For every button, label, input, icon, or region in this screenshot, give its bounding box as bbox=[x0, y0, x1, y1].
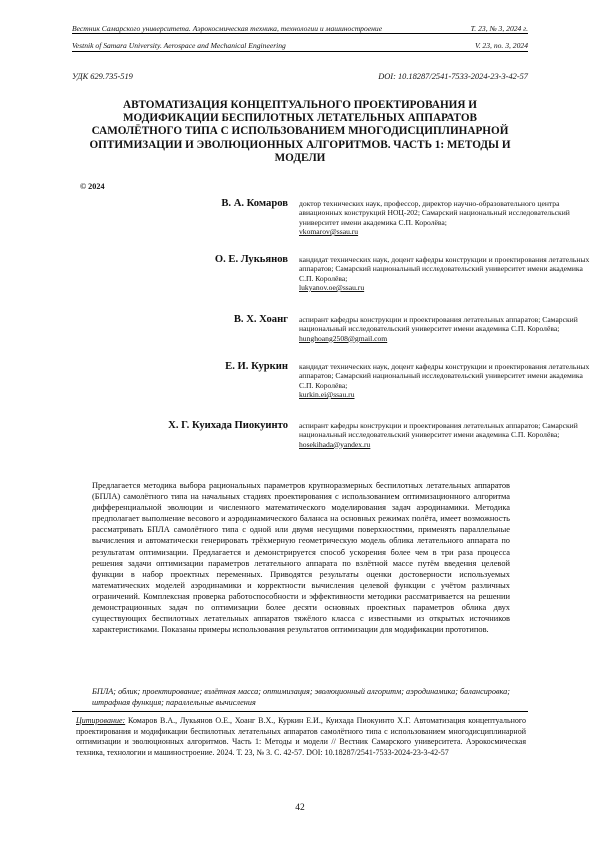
page-number: 42 bbox=[295, 803, 305, 813]
citation bbox=[76, 716, 526, 758]
copyright: © 2024 bbox=[80, 182, 105, 191]
citation-text: Комаров В.А., Лукьянов О.Е., Хоанг В.Х., Куркин Е.И., Куихада Пиокуинто Х.Г. Автоматизация концептуального проектирования и модификации беспилотных летательных аппаратов самолётного типа с использованием многодисциплинарной оптимизации и эволюционных алгоритмов. Часть 1: Методы и модели // Вестник Самарского университета. Аэрокосмическая техника, технологии и машиностроение. 2024. Т. 23, № 3. С. 42-57. DOI: 10.18287/2541-7533-2024-23-3-42-57 bbox=[76, 716, 526, 757]
udk-code: УДК 629.735-519 bbox=[72, 72, 133, 81]
author-email[interactable]: vkomarov@ssau.ru bbox=[299, 226, 359, 236]
journal-title-en: Vestnik of Samara University. Aerospace and Mechanical Engineering bbox=[72, 41, 286, 50]
author-email[interactable]: lukyanov.oe@ssau.ru bbox=[299, 282, 365, 292]
author-affiliation: кандидат технических наук, доцент кафедры конструкции и проектирования летательных аппаратов; Самарский национальный исследовательский университет имени академика С.П. Королёва; kurkin.ei@ssau.ru bbox=[299, 362, 590, 399]
doi-link[interactable]: DOI: 10.18287/2541-7533-2024-23-3-42-57 bbox=[378, 72, 528, 81]
author-email[interactable]: hosekihada@yandex.ru bbox=[299, 439, 371, 449]
author-email[interactable]: kurkin.ei@ssau.ru bbox=[299, 389, 355, 399]
author-name: В. Х. Хоанг bbox=[233, 314, 288, 325]
header-divider bbox=[72, 33, 528, 34]
author-name: Е. И. Куркин bbox=[225, 361, 288, 372]
author-name: В. А. Комаров bbox=[221, 198, 288, 209]
keywords-divider bbox=[72, 711, 528, 712]
abstract: Предлагается методика выбора рациональных параметров крупноразмерных беспилотных летательных аппаратов (БПЛА) самолётного типа на начальных стадиях проектирования с использованием оптимизационного алгоритма дифференциальной эволюции и численного математического моделирования задач аэродинамики. Методика предполагает выполнение весового и аэродинамического баланса на основных режимах полёта, имеет возможность рассматривать БПЛА самолётного типа с одной или двумя несущими поверхностями, применять параллельные вычисления и автоматически генерировать трёхмерную геометрическую модель облика летательного аппарата по результатам оптимизации. Предлагается и демонстрируется способ ускорения более чем в три раза процесса решения задачи оптимизации параметров летательного аппарата по взлётной массе путём введения целевой функции в набор проектных переменных. Приводятся результаты оценки достоверности используемых математических моделей аэродинамики и корректности вычисления целевой функции с учётом различных ограничений. Комплексная проверка работоспособности и эффективности методики рассматривается на решении демонстрационных задач по оптимизации более десяти основных проектных параметров облика двух существующих беспилотных летательных аппаратов тяжёлого класса с известными из открытых источников характеристиками. Показаны примеры использования результатов оптимизации для модификации прототипов. bbox=[92, 481, 510, 635]
keywords: БПЛА; облик; проектирование; взлётная масса; оптимизация; эволюционный алгоритм; аэродинамика; балансировка; штрафная функция; параллельные вычисления bbox=[92, 687, 510, 707]
journal-volume-en: V. 23, no. 3, 2024 bbox=[474, 41, 528, 50]
author-affiliation: кандидат технических наук, доцент кафедры конструкции и проектирования летательных аппаратов; Самарский национальный исследовательский университет имени академика С.П. Королёва; lukyanov.oe@ssau.ru bbox=[299, 255, 590, 292]
citation-label: Цитирование: bbox=[76, 716, 126, 725]
journal-volume-ru: Т. 23, № 3, 2024 г. bbox=[470, 24, 528, 33]
author-name: Х. Г. Куихада Пиокуинто bbox=[168, 420, 288, 431]
author-affiliation: аспирант кафедры конструкции и проектирования летательных аппаратов; Самарский национальный исследовательский университет имени академика С.П. Королёва; hosekihada@yandex.ru bbox=[299, 421, 578, 449]
author-name: О. Е. Лукьянов bbox=[214, 254, 288, 265]
author-email[interactable]: hunghoang2508@gmail.com bbox=[299, 333, 388, 343]
author-affiliation: аспирант кафедры конструкции и проектирования летательных аппаратов; Самарский национальный исследовательский университет имени академика С.П. Королёва; hunghoang2508@gmail.com bbox=[299, 315, 578, 343]
author-affiliation: доктор технических наук, профессор, директор научно-образовательного центра авиационных конструкций НОЦ-202; Самарский национальный исследовательский университет имени академика С.П. Королёва; vkomarov@ssau.ru bbox=[299, 199, 570, 236]
header-bottom-divider bbox=[72, 51, 528, 52]
journal-title-ru: Вестник Самарского университета. Аэрокосмическая техника, технологии и машиностроение bbox=[72, 24, 383, 33]
article-title: АВТОМАТИЗАЦИЯ КОНЦЕПТУАЛЬНОГО ПРОЕКТИРОВАНИЯ И МОДИФИКАЦИИ БЕСПИЛОТНЫХ ЛЕТАТЕЛЬНЫХ АППАРАТОВ САМОЛЁТНОГО ТИПА С ИСПОЛЬЗОВАНИЕМ МНОГОДИСЦИПЛИНАРНОЙ ОПТИМИЗАЦИИ И ЭВОЛЮЦИОННЫХ АЛГОРИТМОВ. ЧАСТЬ 1: МЕТОДЫ И МОДЕЛИ bbox=[89, 99, 511, 164]
